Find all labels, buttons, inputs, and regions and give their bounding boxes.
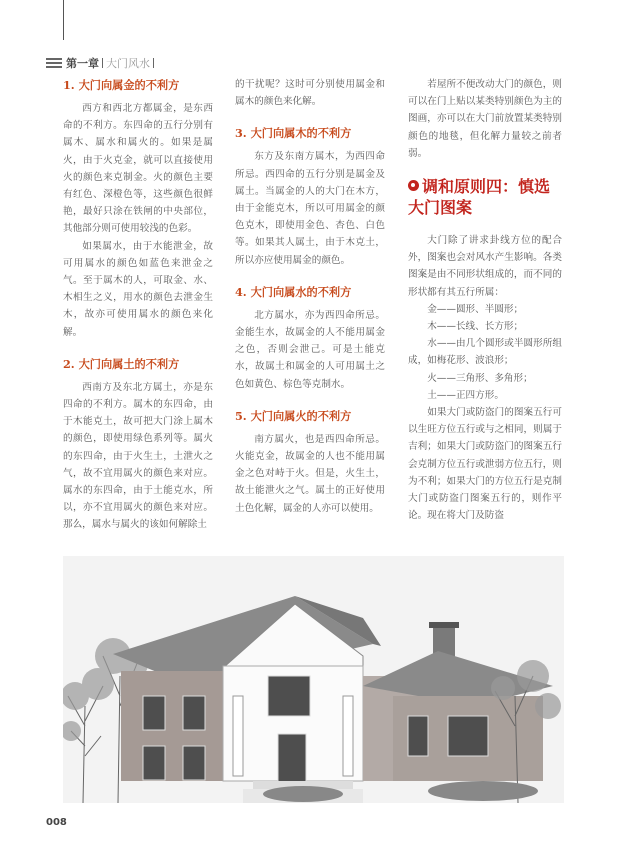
paragraph: 东方及东南方属木，为西四命所忌。西四命的五行分别是属金及属土。当属金的人的大门在木方，由于金能克木，所以可用属金的颜色克木，即使用金色、杏色、白色等。如果其人属土，由于木克土，所以亦应使用属金的颜色。 xyxy=(235,151,385,266)
list-item: 水——由几个圆形或半圆形所组成，如梅花形、波浪形； xyxy=(408,338,562,367)
paragraph: 如果大门或防盗门的图案五行可以生旺方位五行或与之相同，则属于吉利；如果大门或防盗门的图案五行会克制方位五行或泄弱方位五行，则为不利；如果大门的方位五行是克制大门或防盗门图案五行的，则作平论。现在将大门及防盗 xyxy=(408,407,562,522)
paragraph: 如果属水，由于水能泄金，故可用属水的颜色如蓝色来泄金之气。至于属木的人，可取金、水、木相生之义，用水的颜色去泄金生木，故亦可使用属水的颜色来化解。 xyxy=(63,240,213,338)
section-heading: 2. 大门向属土的不利方 xyxy=(63,356,180,371)
list-item: 木——长线、长方形； xyxy=(427,321,524,333)
text-column-2 xyxy=(235,76,385,517)
paragraph: 若屋所不便改动大门的颜色，则可以在门上贴以某类特别颜色为主的图画，亦可以在大门前放置某类特别颜色的地毯，但化解力量较之前者弱。 xyxy=(408,79,562,159)
paragraph: 北方属水，亦为西四命所忌。金能生水，故属金的人不能用属金之色，否则会泄己。可是土能克水，故属土和属金的人可用属土之色如黄色、棕色等克制水。 xyxy=(235,309,385,390)
list-item: 火——三角形、多角形； xyxy=(427,372,533,384)
section-heading: 1. 大门向属金的不利方 xyxy=(63,78,180,92)
header-separator xyxy=(153,58,154,68)
section-label: 大门风水 xyxy=(106,57,150,70)
list-item: 金——圆形、半圆形； xyxy=(427,303,524,315)
principle-heading-line1: 调和原则四：慎选 xyxy=(422,177,551,197)
section-heading: 3. 大门向属木的不利方 xyxy=(235,126,352,141)
menu-lines-icon xyxy=(46,58,62,68)
running-header xyxy=(46,56,157,70)
list-item: 土——正四方形。 xyxy=(427,389,504,401)
chapter-label: 第一章 xyxy=(66,57,99,70)
text-column-3 xyxy=(408,76,562,524)
yin-yang-icon xyxy=(408,180,419,191)
margin-line xyxy=(63,0,64,40)
paragraph: 西南方及东北方属土，亦是东四命的不利方。属木的东四命，由于木能克土，故可把大门涂上属木的颜色，即使用绿色系列等。属火的东四命，由于火生土，土泄火之气，故不宜用属火的颜色来对应。属水的东四命，由于土能克水，所以，亦不宜用属火的颜色来对应。那么，属水与属火的该如何解除土 xyxy=(63,381,213,531)
text-column-1 xyxy=(63,76,213,534)
paragraph: 南方属火，也是西四命所忌。火能克金，故属金的人也不能用属金之色对峙于火。但是，火生土，故土能泄火之气。属土的正好使用土色化解，属金的人亦可以使用。 xyxy=(235,433,385,514)
paragraph: 大门除了讲求卦线方位的配合外，图案也会对风水产生影响。各类图案是由不同形状组成的，而不同的形状都有其五行所属： xyxy=(408,235,562,298)
section-heading: 4. 大门向属水的不利方 xyxy=(235,284,352,299)
principle-heading-line2: 大门图案 xyxy=(408,198,473,218)
principle-heading xyxy=(408,176,562,218)
section-heading: 5. 大门向属火的不利方 xyxy=(235,408,352,423)
header-separator xyxy=(102,58,103,68)
page-number: 008 xyxy=(46,817,67,828)
house-photo xyxy=(63,556,564,803)
paragraph: 西方和西北方都属金，是东西命的不利方。东四命的五行分别有属木、属水和属火的。如果是属火，由于火克金，就可以直接使用火的颜色来克制金。火的颜色主要有红色、深橙色等，这些颜色很鲜艳，最好只涂在铁闸的中央部位，其他部分则可使用较浅的色彩。 xyxy=(63,103,213,235)
paragraph: 的干扰呢？这时可分别使用属金和属木的颜色来化解。 xyxy=(235,79,385,108)
